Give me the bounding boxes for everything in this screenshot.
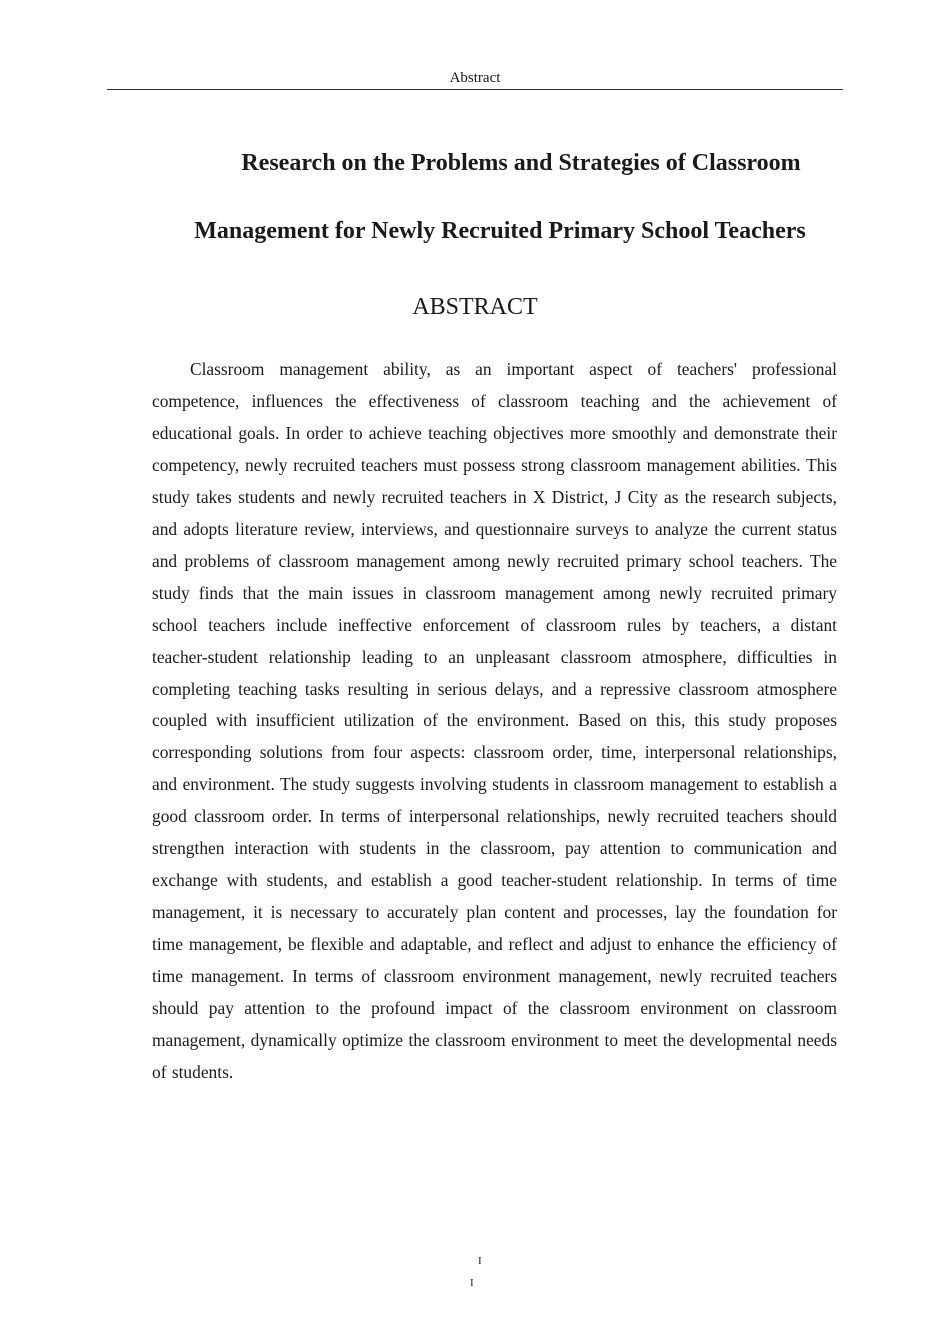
document-title-line-1: Research on the Problems and Strategies of Classroom [241,150,801,176]
document-title-line-2: Management for Newly Recruited Primary School Teachers [194,218,806,244]
page-number-secondary: I [470,1277,474,1289]
abstract-paragraph: Classroom management ability, as an important aspect of teachers' professional competence, influences the effectiveness of classroom teaching and the achievement of educational goals. In order to achieve teaching objectives more smoothly and demonstrate their competency, newly recruited teachers must possess strong classroom management abilities. This study takes students and newly recruited teachers in X District, J City as the research subjects, and adopts literature review, interviews, and questionnaire surveys to analyze the current status and problems of classroom management among newly recruited primary school teachers. The study finds that the main issues in classroom management among newly recruited primary school teachers include ineffective enforcement of classroom rules by teachers, a distant teacher-student relationship leading to an unpleasant classroom atmosphere, difficulties in completing teaching tasks resulting in serious delays, and a repressive classroom atmosphere coupled with insufficient utilization of the environment. Based on this, this study proposes corresponding solutions from four aspects: classroom order, time, interpersonal relationships, and environment. The study suggests involving students in classroom management to establish a good classroom order. In terms of interpersonal relationships, newly recruited teachers should strengthen interaction with students in the classroom, pay attention to communication and exchange with students, and establish a good teacher-student relationship. In terms of time management, it is necessary to accurately plan content and processes, lay the foundation for time management, be flexible and adaptable, and reflect and adjust to enhance the efficiency of time management. In terms of classroom environment management, newly recruited teachers should pay attention to the profound impact of the classroom environment on classroom management, dynamically optimize the classroom environment to meet the developmental needs of students. [152,359,837,1082]
running-header: Abstract [107,68,843,90]
abstract-heading: ABSTRACT [412,294,538,320]
page-number: I [478,1255,482,1267]
